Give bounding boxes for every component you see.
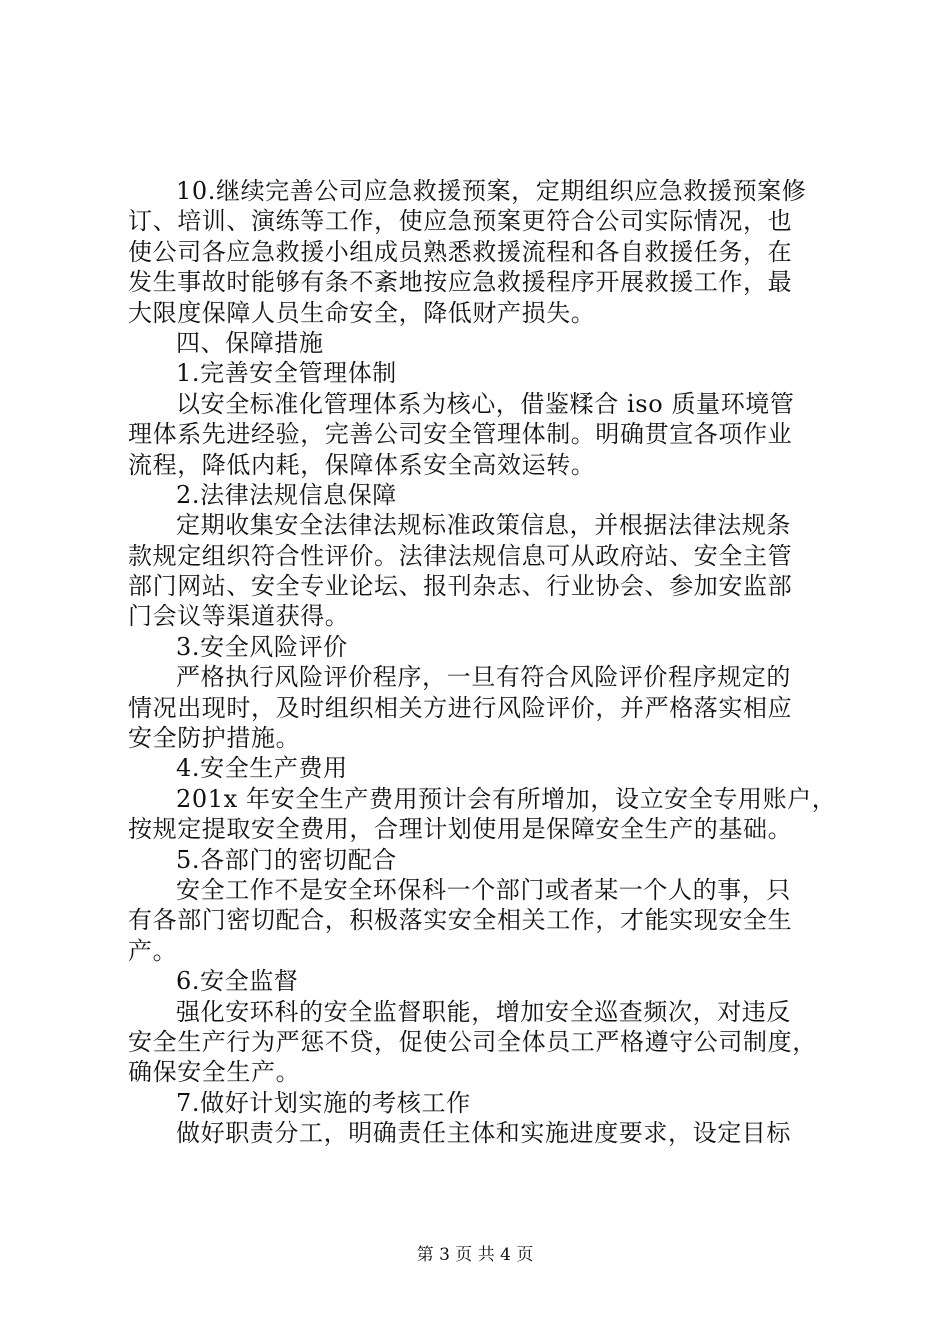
text-line: 大限度保障人员生命安全，降低财产损失。 <box>128 298 596 327</box>
text-line: 4.安全生产费用 <box>176 754 348 783</box>
text-line: 3.安全风险评价 <box>176 632 348 661</box>
text-line: 门会议等渠道获得。 <box>128 602 350 631</box>
text-line: 强化安环科的安全监督职能，增加安全巡查频次，对违反 <box>176 997 791 1026</box>
text-line: 部门网站、安全专业论坛、报刊杂志、行业协会、参加安监部 <box>128 572 793 601</box>
text-line: 流程，降低内耗，保障体系安全高效运转。 <box>128 450 596 479</box>
text-line: 6.安全监督 <box>176 967 299 996</box>
text-line: 产。 <box>128 936 178 965</box>
text-line: 安全工作不是安全环保科一个部门或者某一个人的事，只 <box>176 875 791 904</box>
text-line: 有各部门密切配合，积极落实安全相关工作，才能实现安全生 <box>128 906 793 935</box>
document-body <box>128 176 840 1149</box>
text-line: 严格执行风险评价程序，一旦有符合风险评价程序规定的 <box>176 663 791 692</box>
text-line: 四、保障措施 <box>176 328 324 357</box>
text-line: 以安全标准化管理体系为核心，借鉴糅合 iso 质量环境管 <box>176 389 795 418</box>
text-line: 使公司各应急救援小组成员熟悉救援流程和各自救援任务，在 <box>128 237 793 266</box>
text-line: 按规定提取安全费用，合理计划使用是保障安全生产的基础。 <box>128 815 793 844</box>
text-line: 情况出现时，及时组织相关方进行风险评价，并严格落实相应 <box>128 693 793 722</box>
page-footer: 第 3 页 共 4 页 <box>416 1245 534 1265</box>
text-line: 安全防护措施。 <box>128 724 301 753</box>
text-line: 1.完善安全管理体制 <box>176 359 397 388</box>
text-line: 10.继续完善公司应急救援预案，定期组织应急救援预案修 <box>176 177 807 205</box>
text-line: 7.做好计划实施的考核工作 <box>176 1088 471 1117</box>
text-line: 安全生产行为严惩不贷，促使公司全体员工严格遵守公司制度， <box>128 1027 817 1056</box>
text-line: 201x 年安全生产费用预计会有所增加，设立安全专用账户， <box>176 784 837 813</box>
text-line: 订、培训、演练等工作，使应急预案更符合公司实际情况，也 <box>128 207 793 236</box>
text-line: 发生事故时能够有条不紊地按应急救援程序开展救援工作，最 <box>128 268 793 297</box>
text-line: 2.法律法规信息保障 <box>176 480 397 509</box>
text-line: 款规定组织符合性评价。法律法规信息可从政府站、安全主管 <box>128 541 793 570</box>
text-line: 确保安全生产。 <box>128 1058 301 1087</box>
text-line: 做好职责分工，明确责任主体和实施进度要求，设定目标 <box>176 1119 791 1148</box>
text-line: 理体系先进经验，完善公司安全管理体制。明确贯宣各项作业 <box>128 420 793 449</box>
text-line: 5.各部门的密切配合 <box>176 845 397 874</box>
text-line: 定期收集安全法律法规标准政策信息，并根据法律法规条 <box>176 511 791 540</box>
